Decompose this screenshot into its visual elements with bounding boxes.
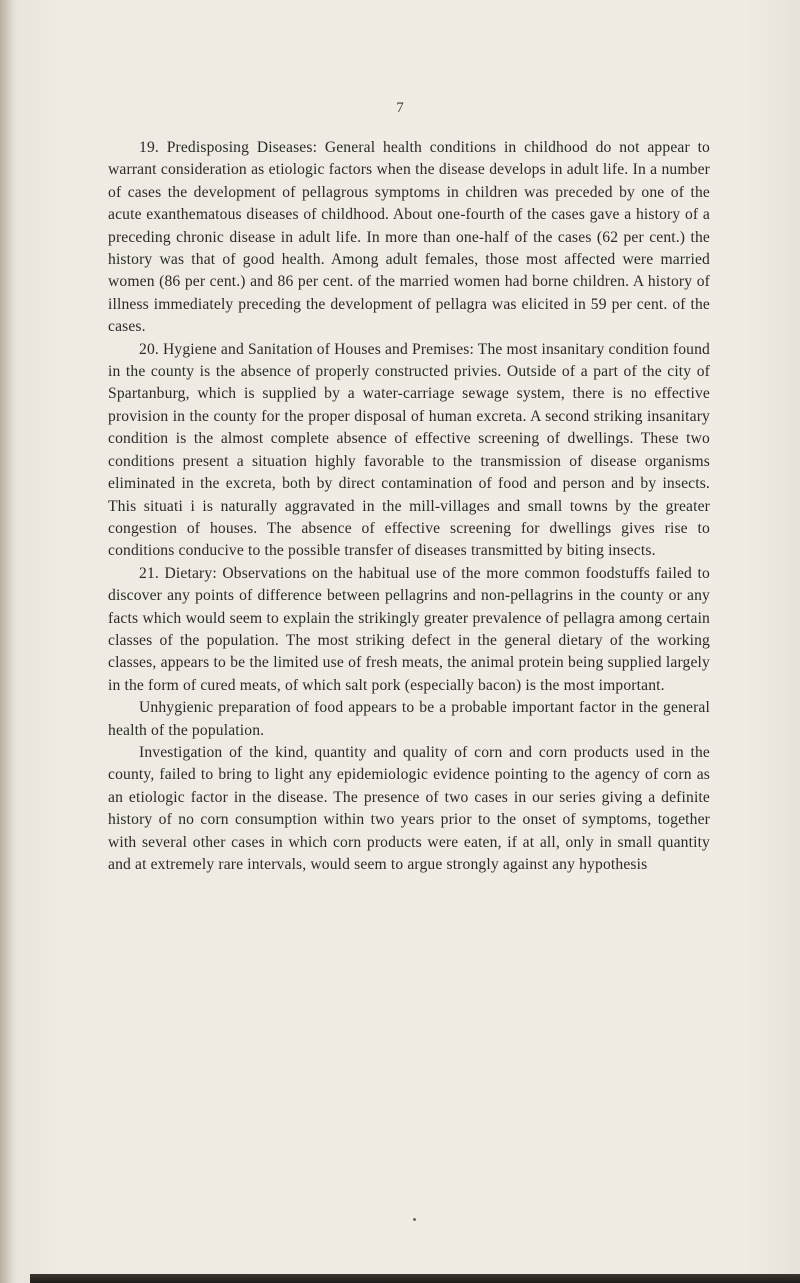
paragraph-hygiene-sanitation: 20. Hygiene and Sanitation of Houses and Premises: The most insanitary condition found in the county is the absence of properly constructed privies. Outside of a part of the city of Spartanburg, which is supplied by a water-carriage sewage system, there is no effective provision in the county for the proper disposal of human excreta. A second striking insanitary condition is the almost complete absence of effective screening of dwellings. These two conditions present a situation highly favorable to the transmission of disease organisms eliminated in the excreta, both by direct contamination of food and person and by insects. This situati i is naturally aggravated in the mill-villages and small towns by the greater congestion of houses. The absence of effective screening for dwellings gives rise to conditions conducive to the possible transfer of diseases transmitted by biting insects. xyxy=(108,340,710,560)
paragraph-corn-investigation: Investigation of the kind, quantity and quality of corn and corn products used in the county, failed to bring to light any epidemiologic evidence pointing to the agency of corn as an etiologic factor in the disease. The presence of two cases in our series giving a definite history of no corn consumption within two years prior to the onset of symptoms, together with several other cases in which corn products were eaten, if at all, only in small quantity and at extremely rare intervals, would seem to argue strongly against any hypothesis xyxy=(108,743,710,873)
paragraph-dietary: 21. Dietary: Observations on the habitual use of the more common foodstuffs failed to discover any points of difference between pellagrins and non-pellagrins in the county or any facts which would seem to explain the strikingly greater prevalence of pellagra among certain classes of the population. The most striking defect in the general dietary of the working classes, appears to be the limited use of fresh meats, the animal protein being supplied largely in the form of cured meats, of which salt pork (especially bacon) is the most important. xyxy=(108,564,710,694)
body-text xyxy=(108,137,710,876)
page-number: 7 xyxy=(396,100,404,116)
page-bottom-edge xyxy=(30,1274,800,1283)
paragraph-food-preparation: Unhygienic preparation of food appears to be a probable important factor in the general health of the population. xyxy=(108,699,710,739)
ink-speck xyxy=(413,1218,416,1221)
paragraph-predisposing-diseases: 19. Predisposing Diseases: General health conditions in childhood do not appear to warrant consideration as etiologic factors when the disease develops in adult life. In a number of cases the development of pellagrous symptoms in children was preceded by one of the acute exanthematous diseases of childhood. About one-fourth of the cases gave a history of a preceding chronic disease in adult life. In more than one-half of the cases (62 per cent.) the history was that of good health. Among adult females, those most affected were married women (86 per cent.) and 86 per cent. of the married women had borne children. A history of illness immediately preceding the development of pellagra was elicited in 59 per cent. of the cases. xyxy=(108,139,710,336)
binding-shadow xyxy=(0,0,14,1283)
